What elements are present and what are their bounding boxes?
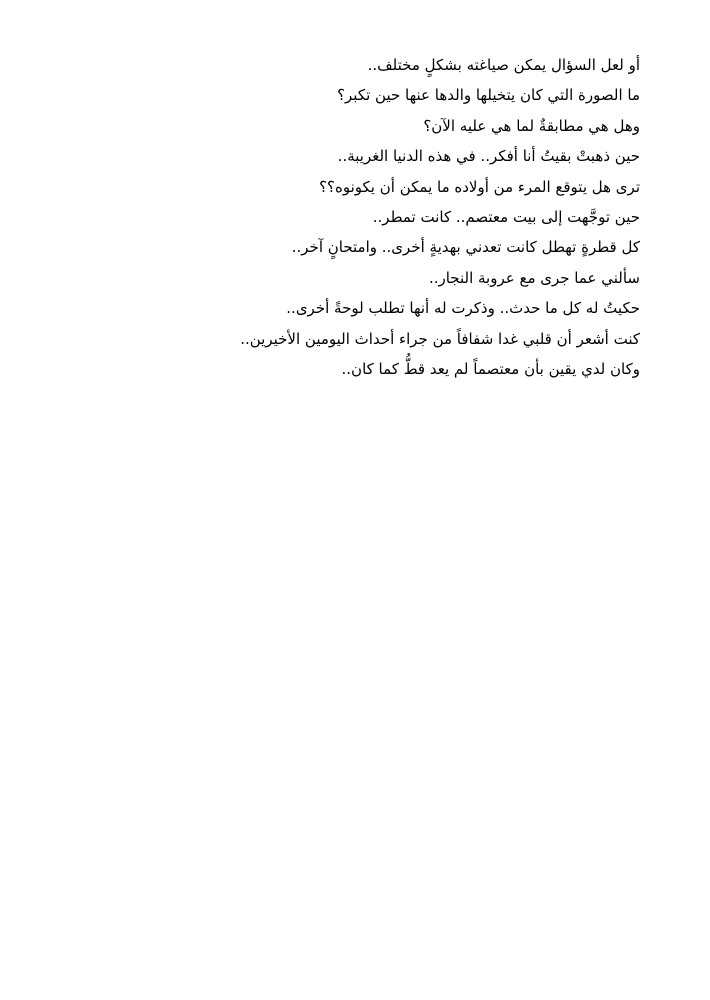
text-line: كل قطرةٍ تهطل كانت تعدني بهديةٍ أخرى.. وامتحانٍ آخر..: [291, 238, 640, 257]
text-line: ترى هل يتوقع المرء من أولاده ما يمكن أن يكونوه؟؟: [319, 177, 640, 196]
text-line: ما الصورة التي كان يتخيلها والدها عنها حين تكبر؟: [337, 86, 640, 105]
text-line: حين ذهبتْ بقيتُ أنا أفكر.. في هذه الدنيا الغريبة..: [337, 147, 640, 166]
text-line: حكيتُ له كل ما حدث.. وذكرت له أنها تطلب لوحةً أخرى..: [286, 299, 640, 318]
text-line: سألني عما جرى مع عروبة النجار..: [428, 268, 640, 287]
text-line: وهل هي مطابقةٌ لما هي عليه الآن؟: [423, 116, 640, 135]
text-line: حين توجَّهت إلى بيت معتصم.. كانت تمطر..: [372, 207, 640, 226]
text-line: أو لعل السؤال يمكن صياغته بشكلٍ مختلف..: [367, 56, 640, 74]
text-body: [40, 50, 640, 384]
text-line: كنت أشعر أن قلبي غدا شفافاً من جراء أحداث اليومين الأخيرين..: [240, 329, 640, 348]
text-line: وكان لدي يقين بأن معتصماً لم يعد قطُّ كما كان..: [341, 359, 640, 378]
